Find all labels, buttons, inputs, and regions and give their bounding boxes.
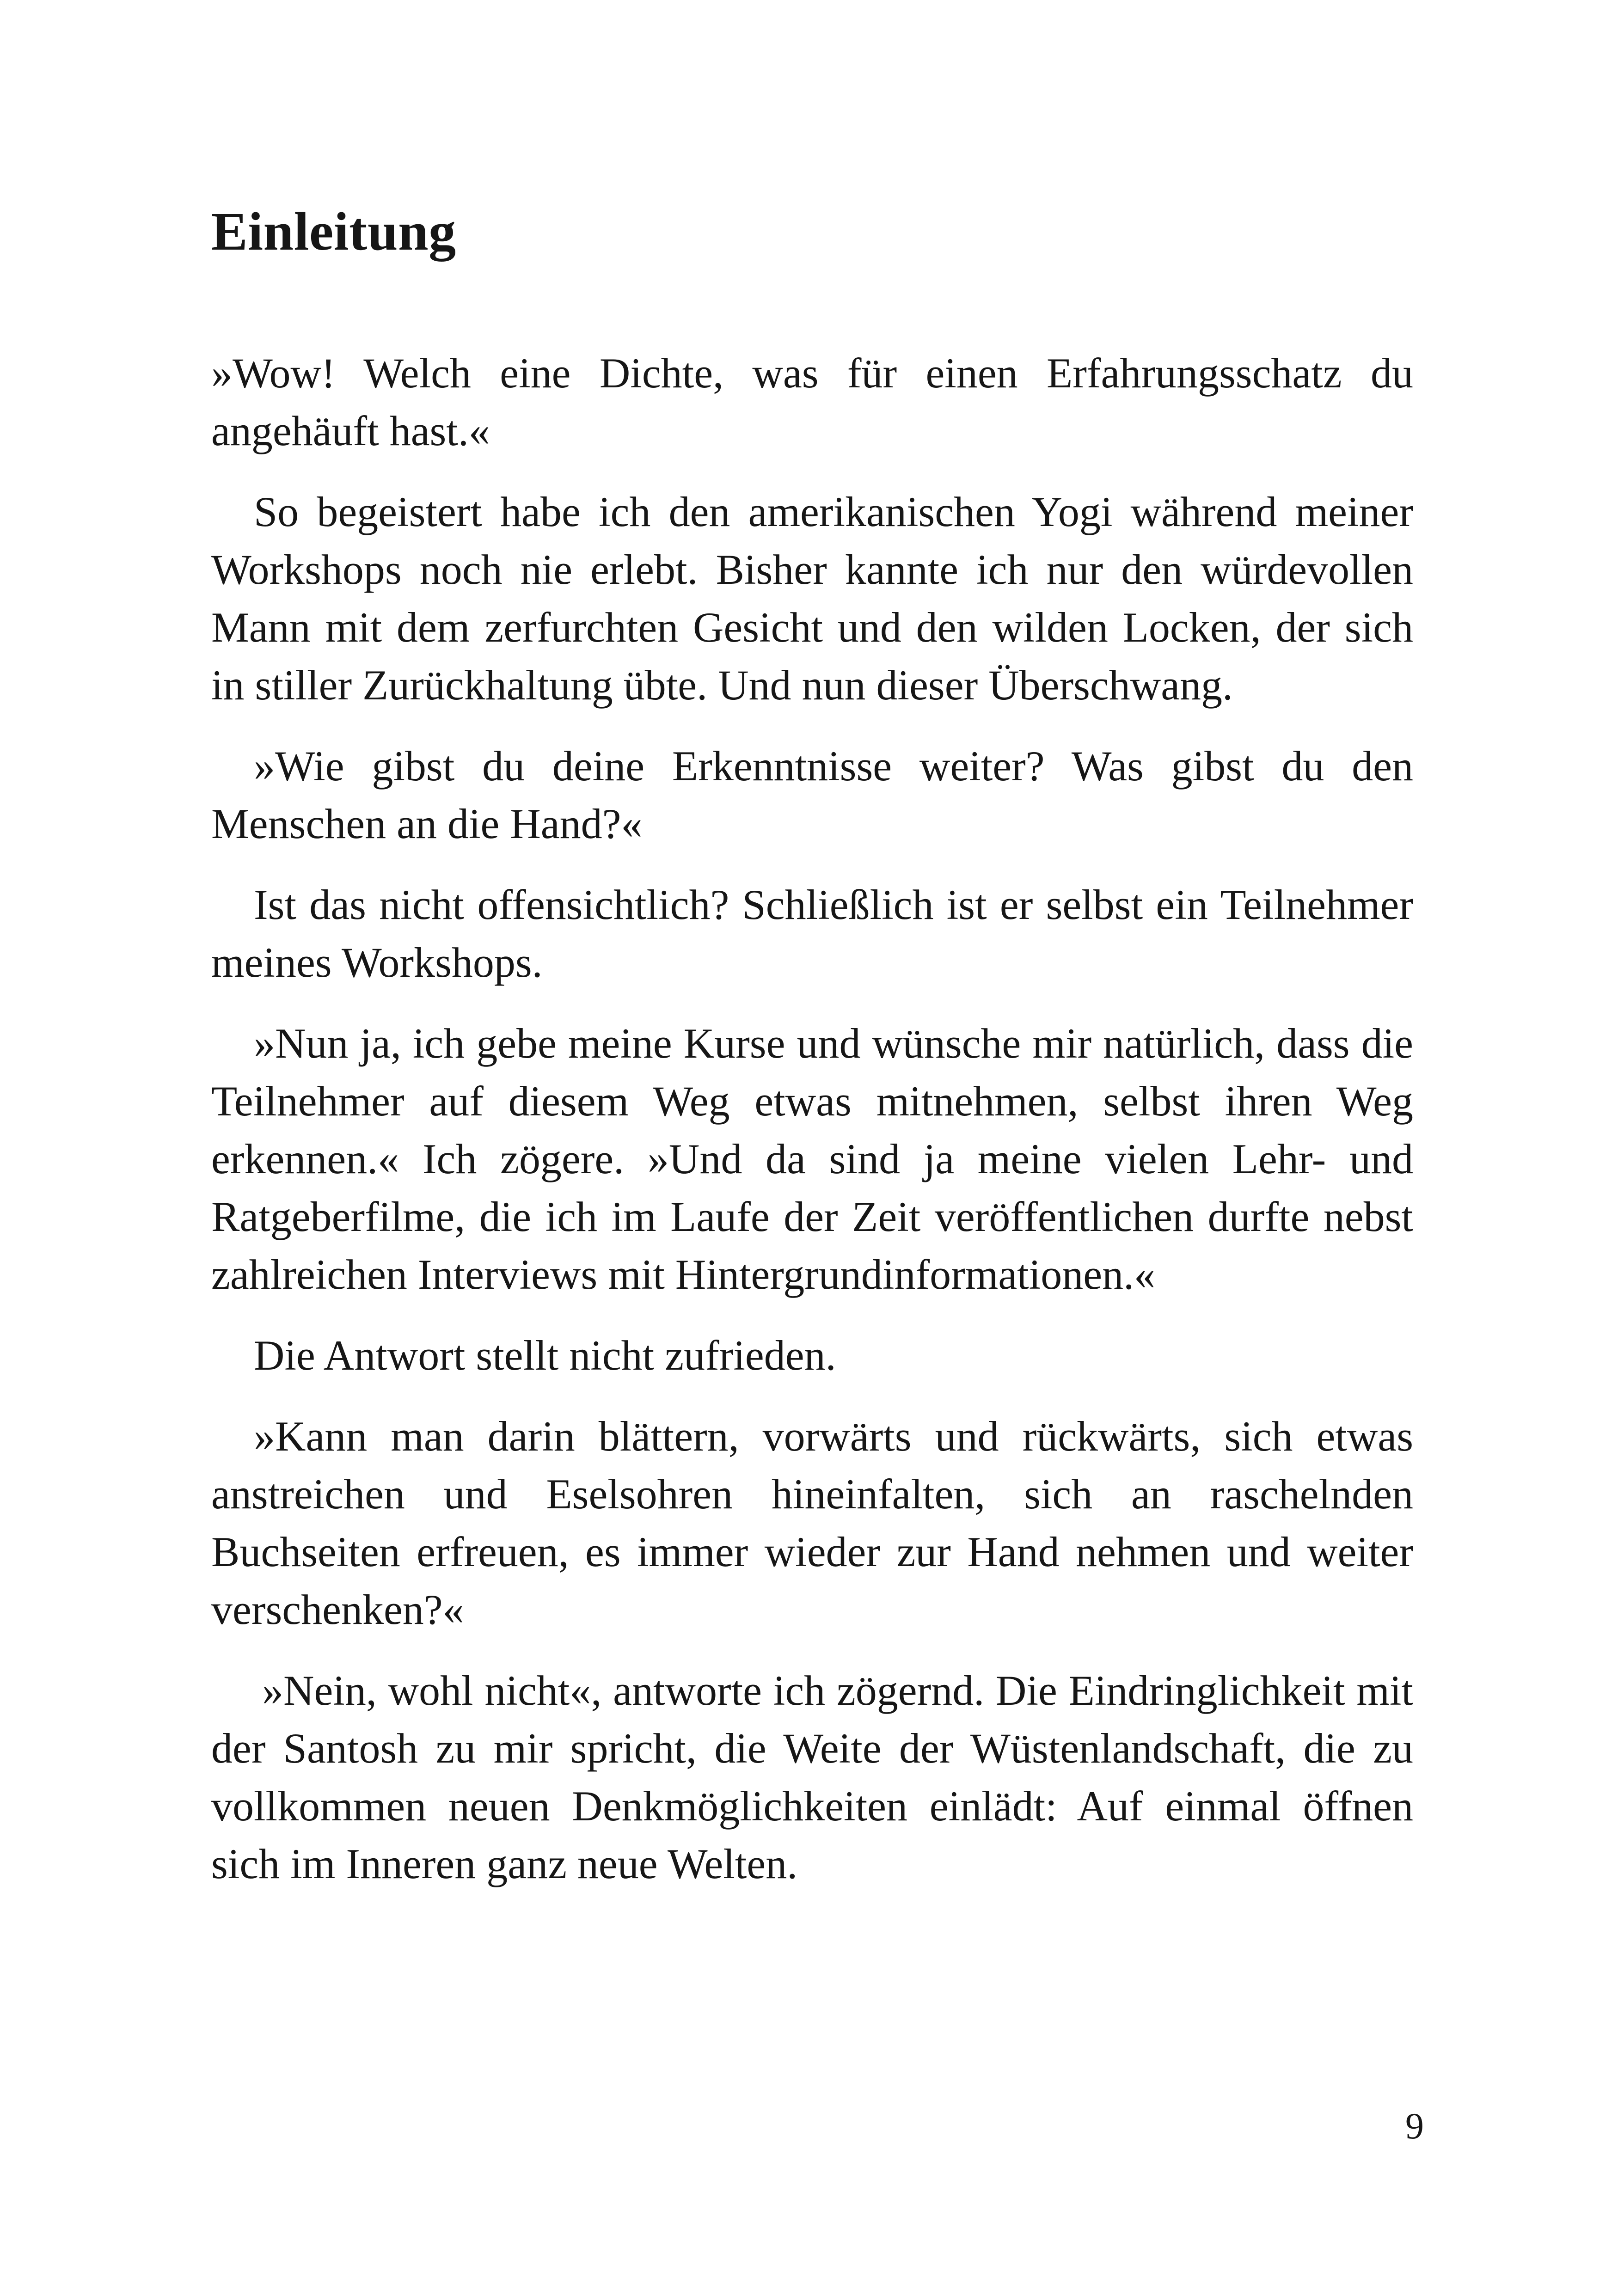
paragraph: »Nun ja, ich gebe meine Kurse und wünsche mir natürlich, dass die Teilnehmer auf diesem Weg etwas mitnehmen, selbst ihren Weg erkennen.« Ich zögere. »Und da sind ja meine vielen Lehr- und Ratgeberfilme, die ich im Laufe der Zeit veröffentlichen durfte nebst zahlreichen Interviews mit Hintergrundinformationen.« [211, 1020, 1413, 1298]
paragraph: »Wow! Welch eine Dichte, was für einen Erfahrungsschatz du angehäuft hast.« [211, 349, 1413, 454]
paragraph: Ist das nicht offensichtlich? Schließlich ist er selbst ein Teilnehmer meines Workshops. [211, 881, 1413, 986]
paragraph: »Nein, wohl nicht«, antworte ich zögernd. Die Eindringlichkeit mit der Santosh zu mir spricht, die Weite der Wüstenlandschaft, die zu vollkommen neuen Denkmöglichkeiten einlädt: Auf einmal öffnen sich im Inneren ganz neue Welten. [211, 1667, 1413, 1887]
paragraph: »Wie gibst du deine Erkenntnisse weiter? Was gibst du den Menschen an die Hand?« [211, 742, 1413, 847]
page-number: 9 [1405, 2106, 1424, 2147]
paragraph: So begeistert habe ich den amerikanischen Yogi während meiner Workshops noch nie erlebt. Bisher kannte ich nur den würdevollen Mann mit dem zerfurchten Gesicht und den wilden Locken, der sich in stiller Zurückhaltung übte. Und nun dieser Überschwang. [211, 488, 1413, 709]
chapter-title: Einleitung [211, 201, 456, 262]
chapter-body [211, 344, 1413, 1916]
paragraph: »Kann man darin blättern, vorwärts und rückwärts, sich etwas anstreichen und Eselsohren hineinfalten, sich an raschelnden Buchseiten erfreuen, es immer wieder zur Hand nehmen und weiter verschenken?« [211, 1413, 1413, 1633]
paragraph: Die Antwort stellt nicht zufrieden. [254, 1332, 836, 1379]
